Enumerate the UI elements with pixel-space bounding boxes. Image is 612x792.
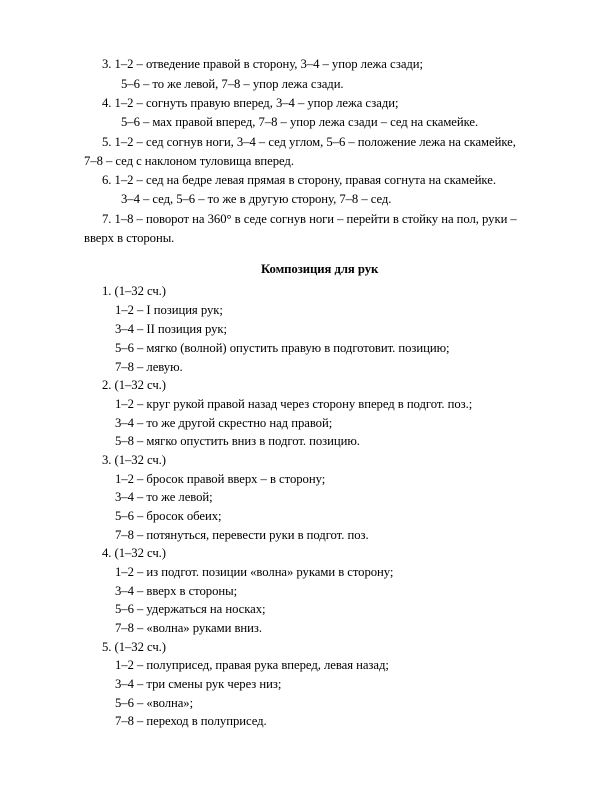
composition-3-step-1: 1–2 – бросок правой вверх – в сторону; [115,472,326,486]
composition-1-title: 1. (1–32 сч.) [102,284,166,298]
composition-2-step-2: 3–4 – то же другой скрестно над правой; [115,416,333,430]
exercise-4-line-1: 4. 1–2 – согнуть правую вперед, 3–4 – упор лежа сзади; [102,96,399,110]
composition-2-step-1: 1–2 – круг рукой правой назад через сторону вперед в подгот. поз.; [115,397,473,411]
exercise-5-line-1: 5. 1–2 – сед согнув ноги, 3–4 – сед углом, 5–6 – положение лежа на скамейке, [102,135,516,149]
composition-5-title: 5. (1–32 сч.) [102,640,166,654]
composition-5-step-4: 7–8 – переход в полуприсед. [115,714,267,728]
composition-1-step-3: 5–6 – мягко (волной) опустить правую в подготовит. позицию; [115,341,450,355]
composition-4-step-2: 3–4 – вверх в стороны; [115,584,238,598]
exercise-5-line-2: 7–8 – сед с наклоном туловища вперед. [84,154,294,168]
composition-5-step-1: 1–2 – полуприсед, правая рука вперед, левая назад; [115,658,389,672]
composition-4-title: 4. (1–32 сч.) [102,546,166,560]
composition-2-step-3: 5–8 – мягко опустить вниз в подгот. позицию. [115,434,360,448]
composition-5-step-3: 5–6 – «волна»; [115,696,194,710]
exercise-3-line-2: 5–6 – то же левой, 7–8 – упор лежа сзади. [121,77,344,91]
composition-1-step-4: 7–8 – левую. [115,360,183,374]
section-heading: Композиция для рук [261,262,379,276]
exercise-7-line-2: вверх в стороны. [84,231,175,245]
composition-3-step-3: 5–6 – бросок обеих; [115,509,222,523]
composition-4-step-3: 5–6 – удержаться на носках; [115,602,266,616]
exercise-7-line-1: 7. 1–8 – поворот на 360° в седе согнув ноги – перейти в стойку на пол, руки – [102,212,517,226]
composition-1-step-1: 1–2 – I позиция рук; [115,303,223,317]
composition-3-title: 3. (1–32 сч.) [102,453,166,467]
composition-4-step-4: 7–8 – «волна» руками вниз. [115,621,262,635]
exercise-3-line-1: 3. 1–2 – отведение правой в сторону, 3–4 – упор лежа сзади; [102,57,424,71]
composition-2-title: 2. (1–32 сч.) [102,378,166,392]
composition-3-step-4: 7–8 – потянуться, перевести руки в подгот. поз. [115,528,369,542]
exercise-6-line-2: 3–4 – сед, 5–6 – то же в другую сторону, 7–8 – сед. [121,192,392,206]
exercise-4-line-2: 5–6 – мах правой вперед, 7–8 – упор лежа сзади – сед на скамейке. [121,115,479,129]
composition-3-step-2: 3–4 – то же левой; [115,490,213,504]
composition-1-step-2: 3–4 – II позиция рук; [115,322,228,336]
exercise-6-line-1: 6. 1–2 – сед на бедре левая прямая в сторону, правая согнута на скамейке. [102,173,496,187]
composition-4-step-1: 1–2 – из подгот. позиции «волна» руками в сторону; [115,565,394,579]
composition-5-step-2: 3–4 – три смены рук через низ; [115,677,282,691]
